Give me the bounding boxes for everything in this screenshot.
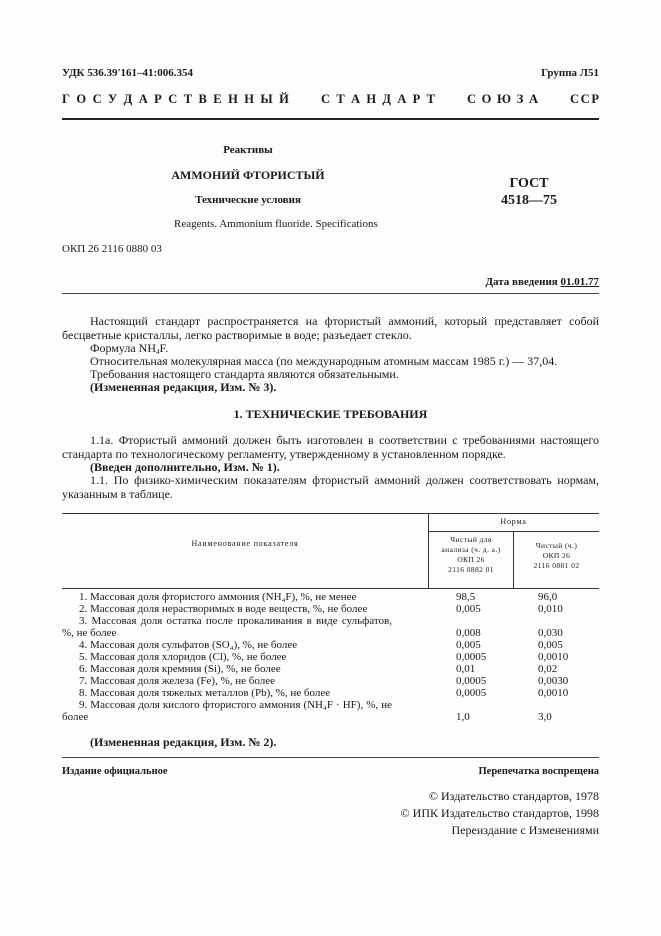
amendment-2-note: (Измененная редакция, Изм. № 2). [90,735,277,749]
heading-letter: Г [62,92,70,106]
formula-suffix: F. [159,341,169,355]
table-header-grade-1 [429,535,513,575]
row-value-grade-2: 0,0030 [538,675,569,687]
reprint-prohibited: Перепечатка воспрещена [478,766,599,777]
molecular-mass: Относительная молекулярная масса (по международным атомным массам 1985 г.) — 37,04. [90,354,558,368]
row-value-grade-1: 0,0005 [456,651,487,663]
grade-1-line: анализа (ч. д. а.) [441,545,501,554]
formula-subscript: 4 [156,348,160,356]
document-subtitle: Технические условия [195,194,301,206]
copyright-1978: © Издательство стандартов, 1978 [428,789,599,803]
row-name: 5. Массовая доля хлоридов (Cl), %, не более [79,651,287,663]
heading-letter: О [76,92,87,106]
heading-letter: А [397,92,407,106]
row-value-grade-2: 0,010 [538,603,563,615]
row-name: 6. Массовая доля кремния (Si), %, не более [79,663,281,675]
row-name: 7. Массовая доля железа (Fe), %, не более [79,675,275,687]
heading-letter: С [321,92,331,106]
row-value-grade-2: 3,0 [538,711,552,723]
table-header-bottom-rule [62,588,599,589]
heading-letter: Т [336,92,345,106]
top-rule [62,118,599,120]
grade-2-line: Чистый (ч.) [535,541,578,550]
row-value-grade-1: 0,0005 [456,687,487,699]
row-value-grade-1: 1,0 [456,711,470,723]
grade-2-line: 2116 0881 02 [533,561,580,570]
heading-letter: З [516,92,524,106]
category-label: Реактивы [223,144,273,156]
row-value-grade-2: 0,030 [538,627,563,639]
heading-letter: Й [279,92,289,106]
heading-letter: А [138,92,148,106]
row-value-grade-1: 98,5 [456,591,476,603]
heading-letter: Д [123,92,133,106]
heading-word-3 [467,92,538,107]
official-edition: Издание официальное [62,766,168,777]
table-top-rule [62,513,599,514]
heading-word-4 [570,92,599,107]
gost-number: 4518—75 [501,193,557,208]
paragraph-1-1: 1.1. По физико-химическим показателям фтористый аммоний должен соответствовать нормам, указанным в таблице. [62,473,599,501]
heading-letter: О [481,92,492,106]
row-name: 3. Массовая доля остатка после прокаливания в виде сульфатов, %, не более [62,615,392,639]
row-value-grade-1: 0,005 [456,603,481,615]
heading-letter: А [528,92,538,106]
heading-letter: С [92,92,102,106]
heading-letter: С [580,92,590,106]
heading-letter: Ю [497,92,512,106]
grade-2-line: ОКП 26 [542,551,571,560]
table-header-name: Наименование показателя [191,539,299,548]
footer-rule [62,757,599,758]
grade-1-line: ОКП 26 [457,555,485,564]
heading-letter: Н [366,92,377,106]
heading-letter: Д [382,92,391,106]
gost-label: ГОСТ [509,176,549,191]
grade-1-line: Чистый для [450,535,492,544]
row-value-grade-1: 0,005 [456,639,481,651]
heading-letter: Н [228,92,238,106]
heading-letter: А [351,92,361,106]
row-value-grade-2: 0,0010 [538,651,569,663]
paragraph-1-1a: 1.1а. Фтористый аммоний должен быть изготовлен в соответствии с требованиями настоящего стандарта по технологическому регламенту, утвержденному в установленном порядке. [62,433,599,461]
row-value-grade-2: 0,005 [538,639,563,651]
row-name: 9. Массовая доля кислого фтористого аммония (NH₄F · HF), %, не более [62,699,392,723]
heading-letter: У [108,92,118,106]
header-rule [62,293,599,294]
heading-letter: С [168,92,178,106]
heading-letter: Т [183,92,193,106]
row-value-grade-2: 0,02 [538,663,558,675]
okp-code: ОКП 26 2116 0880 03 [62,243,162,255]
row-value-grade-1: 0,01 [456,663,476,675]
row-value-grade-1: 0,0005 [456,675,487,687]
reissue-note: Переиздание с Изменениями [451,823,599,837]
row-value-grade-2: 0,0010 [538,687,569,699]
heading-letter: Ы [260,92,273,106]
introduction-date [485,276,599,288]
formula-prefix: Формула NH [90,341,157,355]
amendment-3-note: (Измененная редакция, Изм. № 3). [90,380,277,394]
table-header-norm: Норма [500,517,527,526]
row-value-grade-1: 0,008 [456,627,481,639]
copyright-1998: © ИПК Издательство стандартов, 1998 [400,806,599,820]
date-label: Дата введения [485,276,558,288]
mandatory-note: Требования настоящего стандарта являются обязательными. [90,367,399,381]
heading-letter: Н [244,92,254,106]
row-name: 2. Массовая доля нерастворимых в воде веществ, %, не более [79,603,368,615]
gost-number-block [484,175,574,209]
section-1-title: 1. ТЕХНИЧЕСКИЕ ТРЕБОВАНИЯ [233,407,428,421]
heading-letter: Р [412,92,421,106]
amendment-1-note: (Введен дополнительно, Изм. № 1). [90,460,280,474]
udk-code: УДК 536.39'161–41:006.354 [62,67,193,79]
heading-letter: Е [213,92,222,106]
row-name: 1. Массовая доля фтористого аммония (NH₄F), %, не менее [79,591,357,603]
heading-word-1 [62,92,289,107]
group-code: Группа Л51 [541,67,599,79]
date-value: 01.01.77 [560,276,599,288]
row-name: 4. Массовая доля сульфатов (SO₄), %, не более [79,639,298,651]
document-title: АММОНИЙ ФТОРИСТЫЙ [171,168,325,182]
heading-letter: Р [154,92,162,106]
scope-paragraph: Настоящий стандарт распространяется на фтористый аммоний, который представляет собой бесцветные кристаллы, легко растворимые в воде; разъедает стекло. [62,314,599,342]
heading-letter: Р [591,92,599,106]
heading-word-2 [321,92,435,107]
heading-letter: Т [426,92,435,106]
english-title: Reagents. Ammonium fluoride. Specifications [174,218,378,230]
state-standard-heading [62,92,599,107]
row-name: 8. Массовая доля тяжелых металлов (Pb), %, не более [79,687,331,699]
heading-letter: С [570,92,580,106]
heading-letter: С [467,92,477,106]
table-header-grade-2 [514,541,599,571]
heading-letter: В [198,92,207,106]
row-value-grade-2: 96,0 [538,591,558,603]
grade-1-line: 2116 0882 01 [448,565,494,574]
